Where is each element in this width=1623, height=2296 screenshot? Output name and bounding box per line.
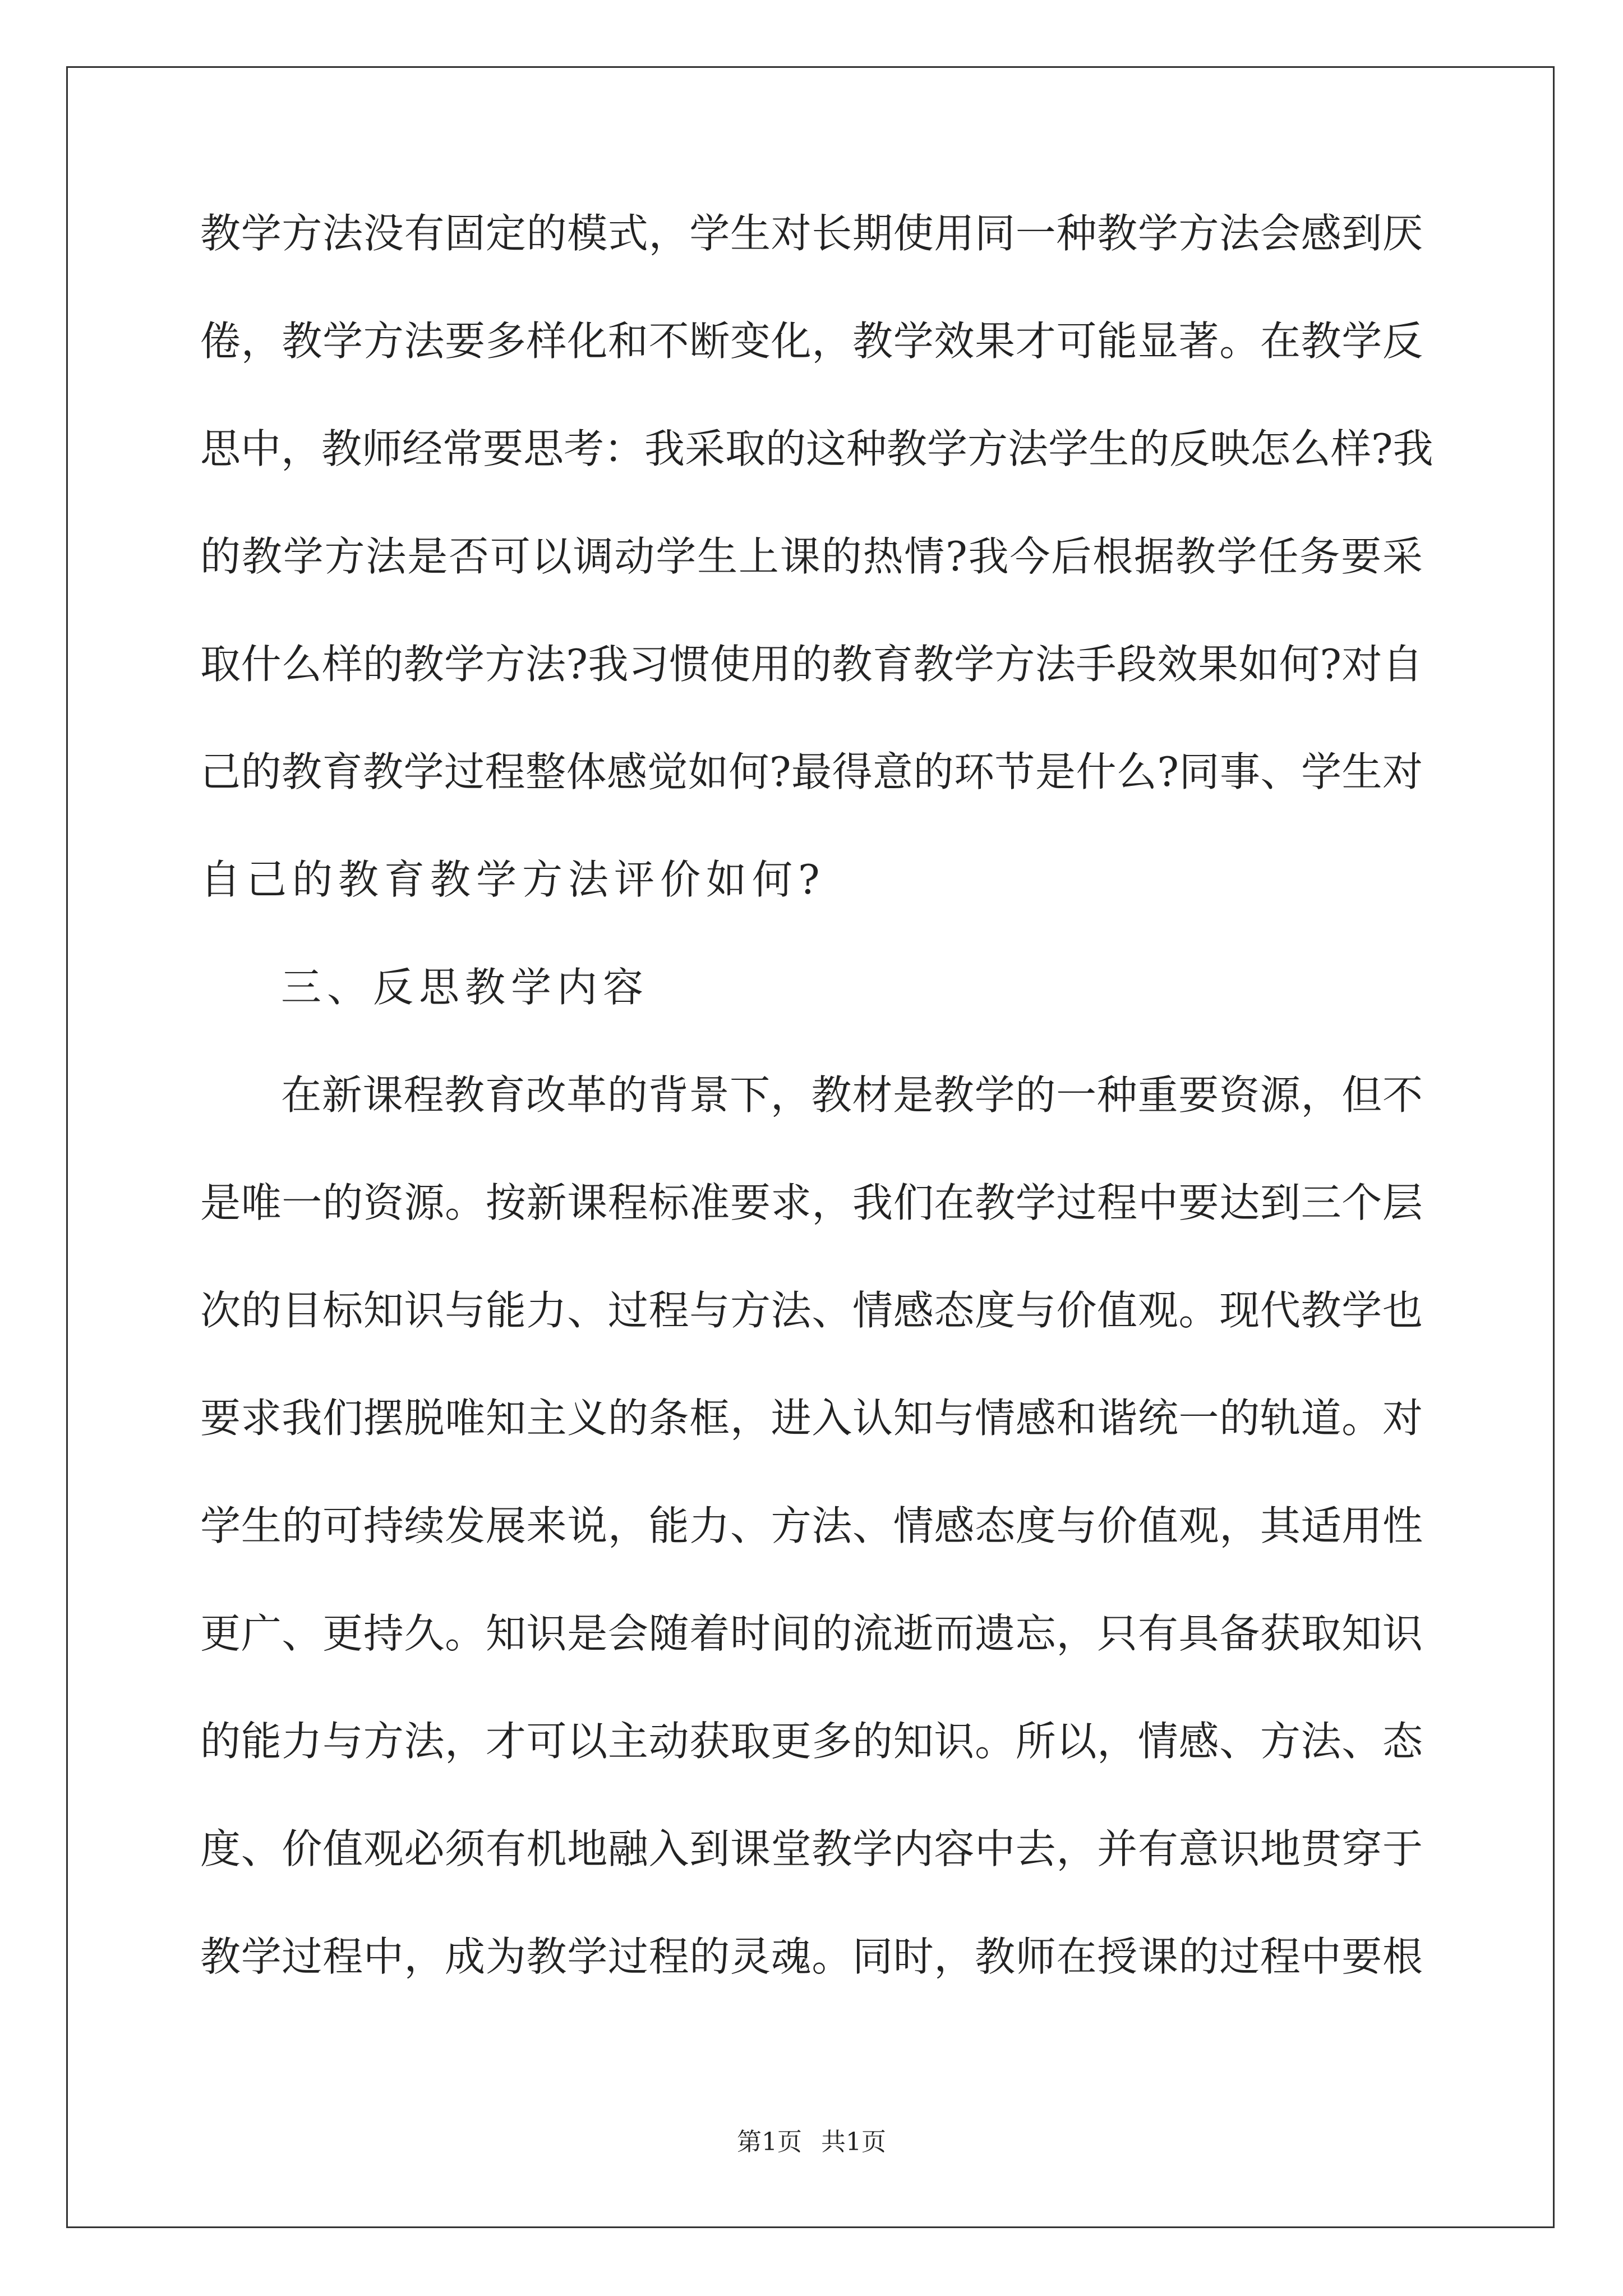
text-line: 自己的教育教学方法评价如何?: [200, 856, 826, 903]
text-line: 倦，教学方法要多样化和不断变化，教学效果才可能显著。在教学反: [200, 318, 1423, 365]
text-line: 度、价值观必须有机地融入到课堂教学内容中去，并有意识地贯穿于: [200, 1825, 1423, 1872]
document-body: [200, 210, 1433, 2044]
text-line: 取什么样的教学方法?我习惯使用的教育教学方法手段效果如何?对自: [200, 641, 1423, 688]
text-line: 的能力与方法，才可以主动获取更多的知识。所以，情感、方法、态: [200, 1718, 1423, 1765]
text-line: 要求我们摆脱唯知主义的条框，进入认知与情感和谐统一的轨道。对: [200, 1395, 1423, 1442]
text-line: 教学过程中，成为教学过程的灵魂。同时，教师在授课的过程中要根: [200, 1933, 1423, 1980]
section-heading: 三、反思教学内容: [281, 964, 649, 1011]
text-line: 学生的可持续发展来说，能力、方法、情感态度与价值观，其适用性: [200, 1502, 1423, 1549]
text-line: 次的目标知识与能力、过程与方法、情感态度与价值观。现代教学也: [200, 1287, 1423, 1334]
text-line: 己的教育教学过程整体感觉如何?最得意的环节是什么?同事、学生对: [200, 748, 1423, 795]
page-footer: [0, 2130, 1623, 2155]
text-line: 教学方法没有固定的模式，学生对长期使用同一种教学方法会感到厌: [200, 210, 1423, 257]
page-number: 第1页: [737, 2128, 802, 2156]
text-line: 的教学方法是否可以调动学生上课的热情?我今后根据教学任务要采: [200, 533, 1423, 580]
text-line: 在新课程教育改革的背景下，教材是教学的一种重要资源，但不: [281, 1071, 1423, 1119]
text-line: 更广、更持久。知识是会随着时间的流逝而遗忘，只有具备获取知识: [200, 1610, 1423, 1657]
page-total: 共1页: [821, 2128, 886, 2156]
text-line: 是唯一的资源。按新课程标准要求，我们在教学过程中要达到三个层: [200, 1179, 1423, 1226]
text-line: 思中，教师经常要思考：我采取的这种教学方法学生的反映怎么样?我: [200, 425, 1433, 472]
